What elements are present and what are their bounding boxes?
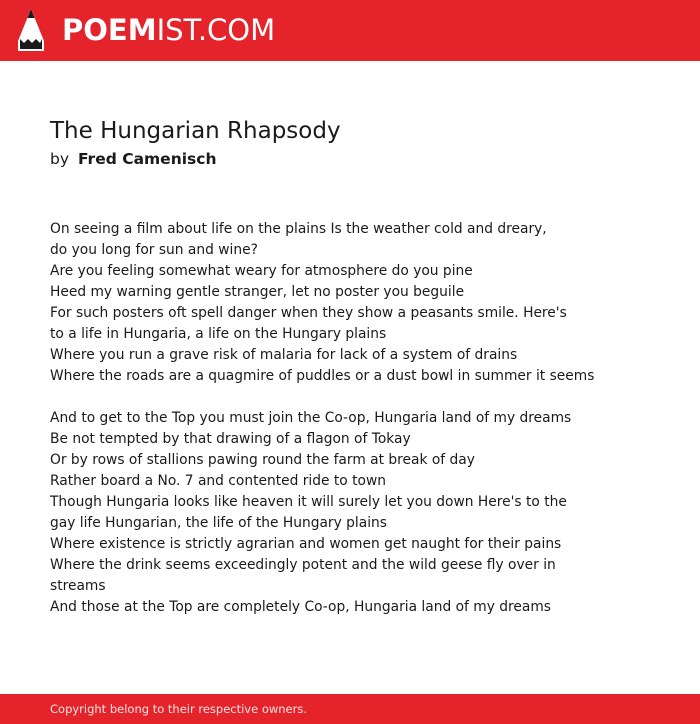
poem-line: to a life in Hungaria, a life on the Hungary plains <box>50 326 387 342</box>
pencil-tip-icon[interactable] <box>18 9 44 51</box>
poem-line: Where the drink seems exceedingly potent and the wild geese fly over in <box>50 557 556 573</box>
copyright-text: Copyright belong to their respective owners. <box>50 702 308 716</box>
poem-line: Where the roads are a quagmire of puddles or a dust bowl in summer it seems <box>50 368 595 384</box>
stanza <box>50 219 595 387</box>
poem-line: Where existence is strictly agrarian and women get naught for their pains <box>50 536 562 552</box>
logo-bold-text: POEM <box>62 13 157 47</box>
poem-line: do you long for sun and wine? <box>50 242 258 258</box>
poem-line: Or by rows of stallions pawing round the farm at break of day <box>50 452 475 468</box>
poem-line: Are you feeling somewhat weary for atmosphere do you pine <box>50 263 473 279</box>
poem-line: Where you run a grave risk of malaria for lack of a system of drains <box>50 347 518 363</box>
stanza <box>50 408 570 618</box>
poem-body <box>50 219 595 639</box>
byline <box>50 148 217 170</box>
logo-light-text: IST.COM <box>156 13 276 47</box>
poem-line: Though Hungaria looks like heaven it will surely let you down Here's to the <box>50 494 567 510</box>
poem-line: Rather board a No. 7 and contented ride to town <box>50 473 387 489</box>
poem-title: The Hungarian Rhapsody <box>50 118 341 144</box>
poem-line: Heed my warning gentle stranger, let no poster you beguile <box>50 284 465 300</box>
poem-line: streams <box>50 578 106 594</box>
by-label: by <box>50 150 70 168</box>
site-header <box>0 0 700 61</box>
site-footer <box>0 694 700 724</box>
poem-line: On seeing a film about life on the plains Is the weather cold and dreary, <box>50 221 547 237</box>
author-name[interactable]: Fred Camenisch <box>77 150 217 168</box>
poem-line: And to get to the Top you must join the Co-op, Hungaria land of my dreams <box>50 410 572 426</box>
site-logo[interactable] <box>62 12 275 48</box>
poem-line: Be not tempted by that drawing of a flagon of Tokay <box>50 431 411 447</box>
poem-line: gay life Hungarian, the life of the Hungary plains <box>50 515 387 531</box>
poem-line: And those at the Top are completely Co-op, Hungaria land of my dreams <box>50 599 551 615</box>
poem-line: For such posters oft spell danger when they show a peasants smile. Here's <box>50 305 567 321</box>
